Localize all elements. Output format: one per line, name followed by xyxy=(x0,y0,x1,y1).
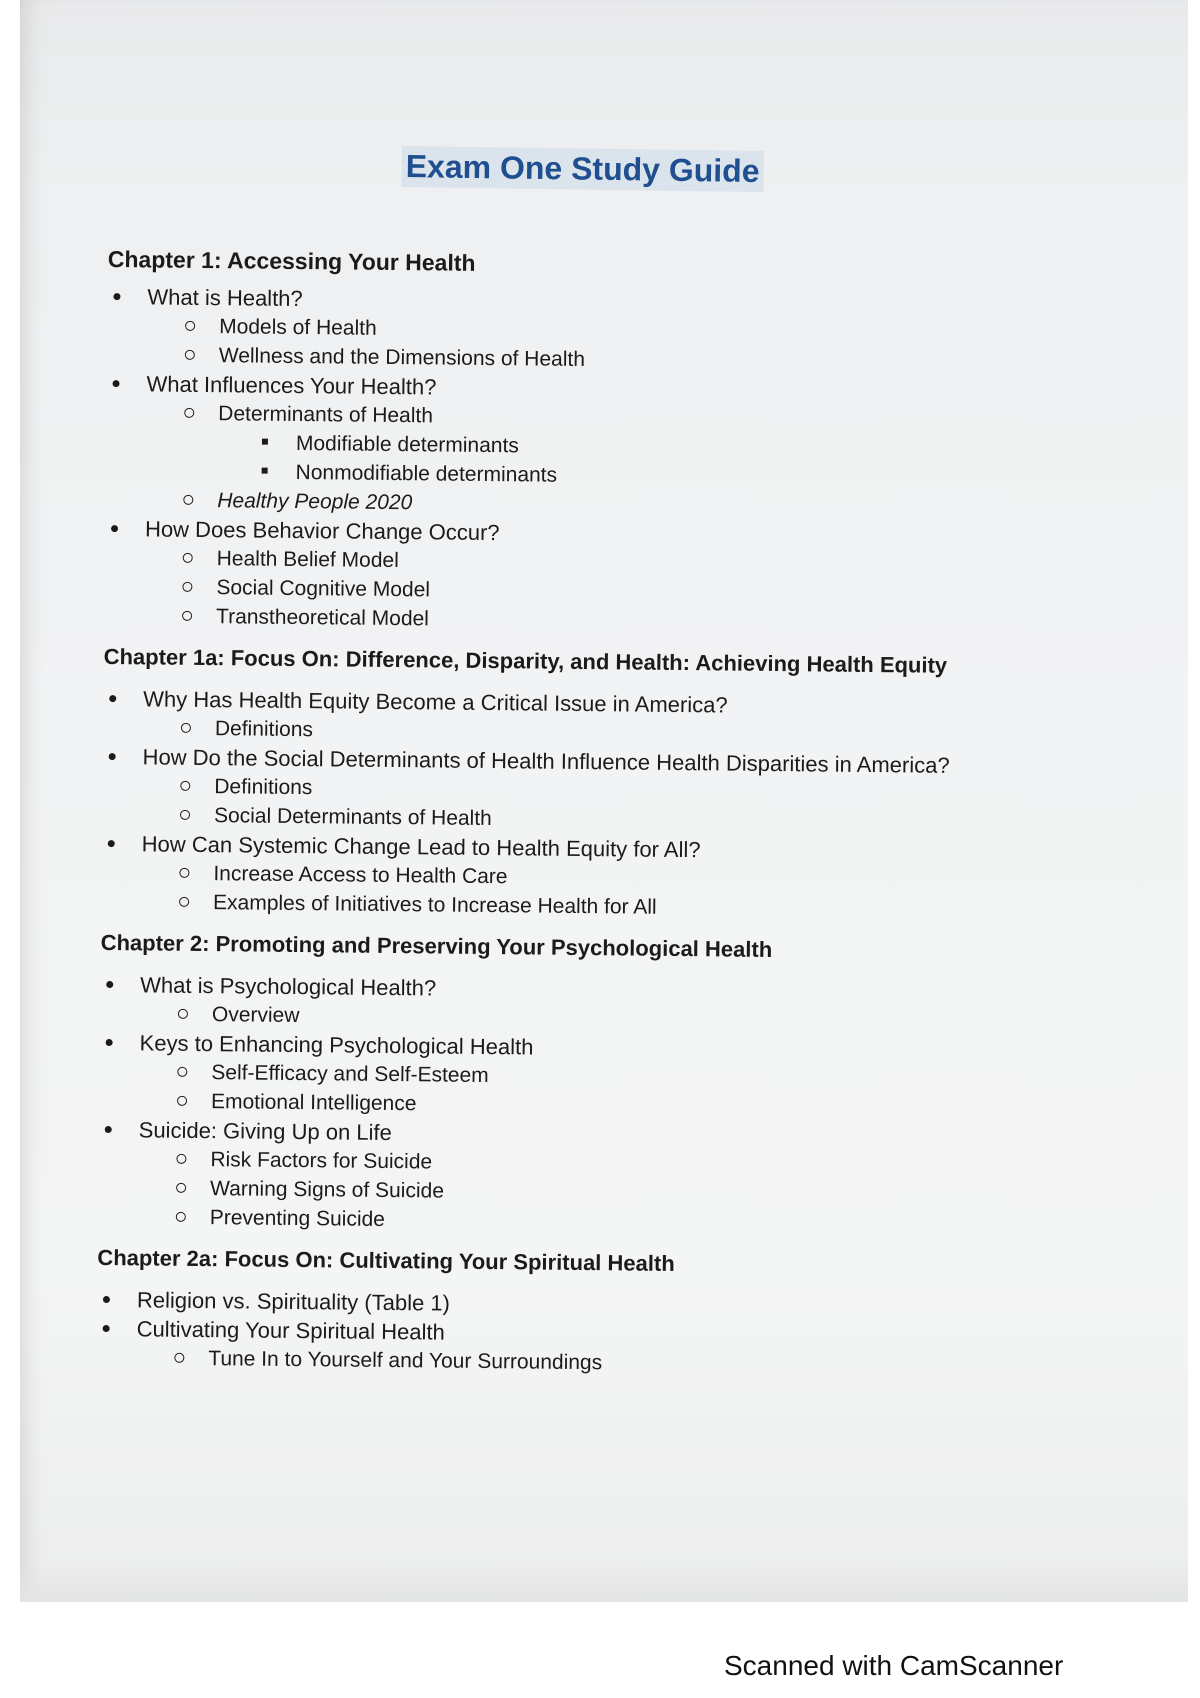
topic-item: Religion vs. Spirituality (Table 1) xyxy=(97,1285,1097,1324)
topic-item: Suicide: Giving Up on Life xyxy=(99,1115,1099,1154)
sub-subtopic-item: Nonmodifiable determinants xyxy=(105,456,1105,495)
bullet-circle-icon xyxy=(176,1154,186,1164)
bullet-circle-icon xyxy=(184,408,194,418)
topic-item: Cultivating Your Spiritual Health xyxy=(96,1314,1096,1353)
bullet-disc-icon xyxy=(106,981,113,988)
chapter-heading: Chapter 1a: Focus On: Difference, Disparity, and Health: Achieving Health Equity xyxy=(103,643,948,678)
bullet-circle-icon xyxy=(182,582,192,592)
bullet-disc-icon xyxy=(113,293,120,300)
topic-item: What is Health? xyxy=(107,282,1107,321)
bullet-circle-icon xyxy=(179,868,189,878)
bullet-disc-icon xyxy=(111,525,118,532)
subtopic-item: Definitions xyxy=(102,771,1102,810)
subtopic-item: Tune In to Yourself and Your Surroundings xyxy=(96,1343,1096,1382)
bullet-circle-icon xyxy=(176,1183,186,1193)
subtopic-item: Emotional Intelligence xyxy=(99,1086,1099,1125)
bullet-circle-icon xyxy=(185,321,195,331)
bullet-circle-icon xyxy=(179,897,189,907)
bullet-circle-icon xyxy=(181,723,191,733)
subtopic-item: Healthy People 2020 xyxy=(105,485,1105,524)
subtopic-item: Social Determinants of Health xyxy=(102,800,1102,839)
bullet-square-icon xyxy=(262,468,268,474)
sub-subtopic-item: Modifiable determinants xyxy=(106,427,1106,466)
subtopic-item: Warning Signs of Suicide xyxy=(98,1173,1098,1212)
page-bottom-edge xyxy=(20,1560,1188,1602)
topic-item: What Influences Your Health? xyxy=(106,369,1106,408)
bullet-circle-icon xyxy=(182,611,192,621)
subtopic-item: Overview xyxy=(100,999,1100,1038)
subtopic-item: Models of Health xyxy=(107,311,1107,350)
bullet-circle-icon xyxy=(183,553,193,563)
subtopic-item: Determinants of Health xyxy=(106,398,1106,437)
chapter-topic-list xyxy=(98,970,1101,1241)
topic-item: How Can Systemic Change Lead to Health Equity for All? xyxy=(102,829,1102,868)
topic-item: How Does Behavior Change Occur? xyxy=(105,514,1105,553)
scanner-watermark: Scanned with CamScanner xyxy=(724,1650,1064,1681)
subtopic-item: Definitions xyxy=(103,713,1103,752)
bullet-circle-icon xyxy=(177,1067,187,1077)
study-guide-content xyxy=(96,244,1108,1382)
subtopic-item: Risk Factors for Suicide xyxy=(98,1144,1098,1183)
topic-item: Keys to Enhancing Psychological Health xyxy=(99,1028,1099,1067)
bullet-disc-icon xyxy=(108,840,115,847)
document-title: Exam One Study Guide xyxy=(401,146,763,192)
bullet-disc-icon xyxy=(109,753,116,760)
bullet-circle-icon xyxy=(177,1096,187,1106)
subtopic-item: Examples of Initiatives to Increase Health for All xyxy=(101,887,1101,926)
bullet-square-icon xyxy=(262,439,268,445)
chapter-topic-list xyxy=(104,282,1108,640)
bullet-circle-icon xyxy=(180,810,190,820)
bullet-disc-icon xyxy=(113,380,120,387)
subtopic-item: Health Belief Model xyxy=(105,543,1105,582)
subtopic-item: Increase Access to Health Care xyxy=(101,858,1101,897)
bullet-circle-icon xyxy=(178,1009,188,1019)
bullet-disc-icon xyxy=(103,1325,110,1332)
chapter-topic-list xyxy=(96,1285,1097,1382)
topic-item: What is Psychological Health? xyxy=(100,970,1100,1009)
subtopic-item: Self-Efficacy and Self-Esteem xyxy=(99,1057,1099,1096)
bullet-circle-icon xyxy=(185,350,195,360)
chapter-heading: Chapter 1: Accessing Your Health xyxy=(107,245,476,276)
topic-item: How Do the Social Determinants of Health Influence Health Disparities in America? xyxy=(102,742,1102,781)
chapter-topic-list xyxy=(101,684,1103,926)
subtopic-item: Preventing Suicide xyxy=(98,1202,1098,1241)
subtopic-item: Wellness and the Dimensions of Health xyxy=(107,340,1107,379)
bullet-circle-icon xyxy=(183,495,193,505)
chapter-heading: Chapter 2a: Focus On: Cultivating Your Spiritual Health xyxy=(97,1244,675,1276)
bullet-disc-icon xyxy=(106,1039,113,1046)
bullet-circle-icon xyxy=(176,1212,186,1222)
subtopic-item: Transtheoretical Model xyxy=(104,601,1104,640)
bullet-circle-icon xyxy=(180,781,190,791)
bullet-disc-icon xyxy=(109,695,116,702)
bullet-circle-icon xyxy=(174,1353,184,1363)
bullet-disc-icon xyxy=(103,1296,110,1303)
bullet-disc-icon xyxy=(105,1126,112,1133)
chapter-heading: Chapter 2: Promoting and Preserving Your Psychological Health xyxy=(100,929,773,962)
subtopic-item: Social Cognitive Model xyxy=(104,572,1104,611)
topic-item: Why Has Health Equity Become a Critical Issue in America? xyxy=(103,684,1103,723)
